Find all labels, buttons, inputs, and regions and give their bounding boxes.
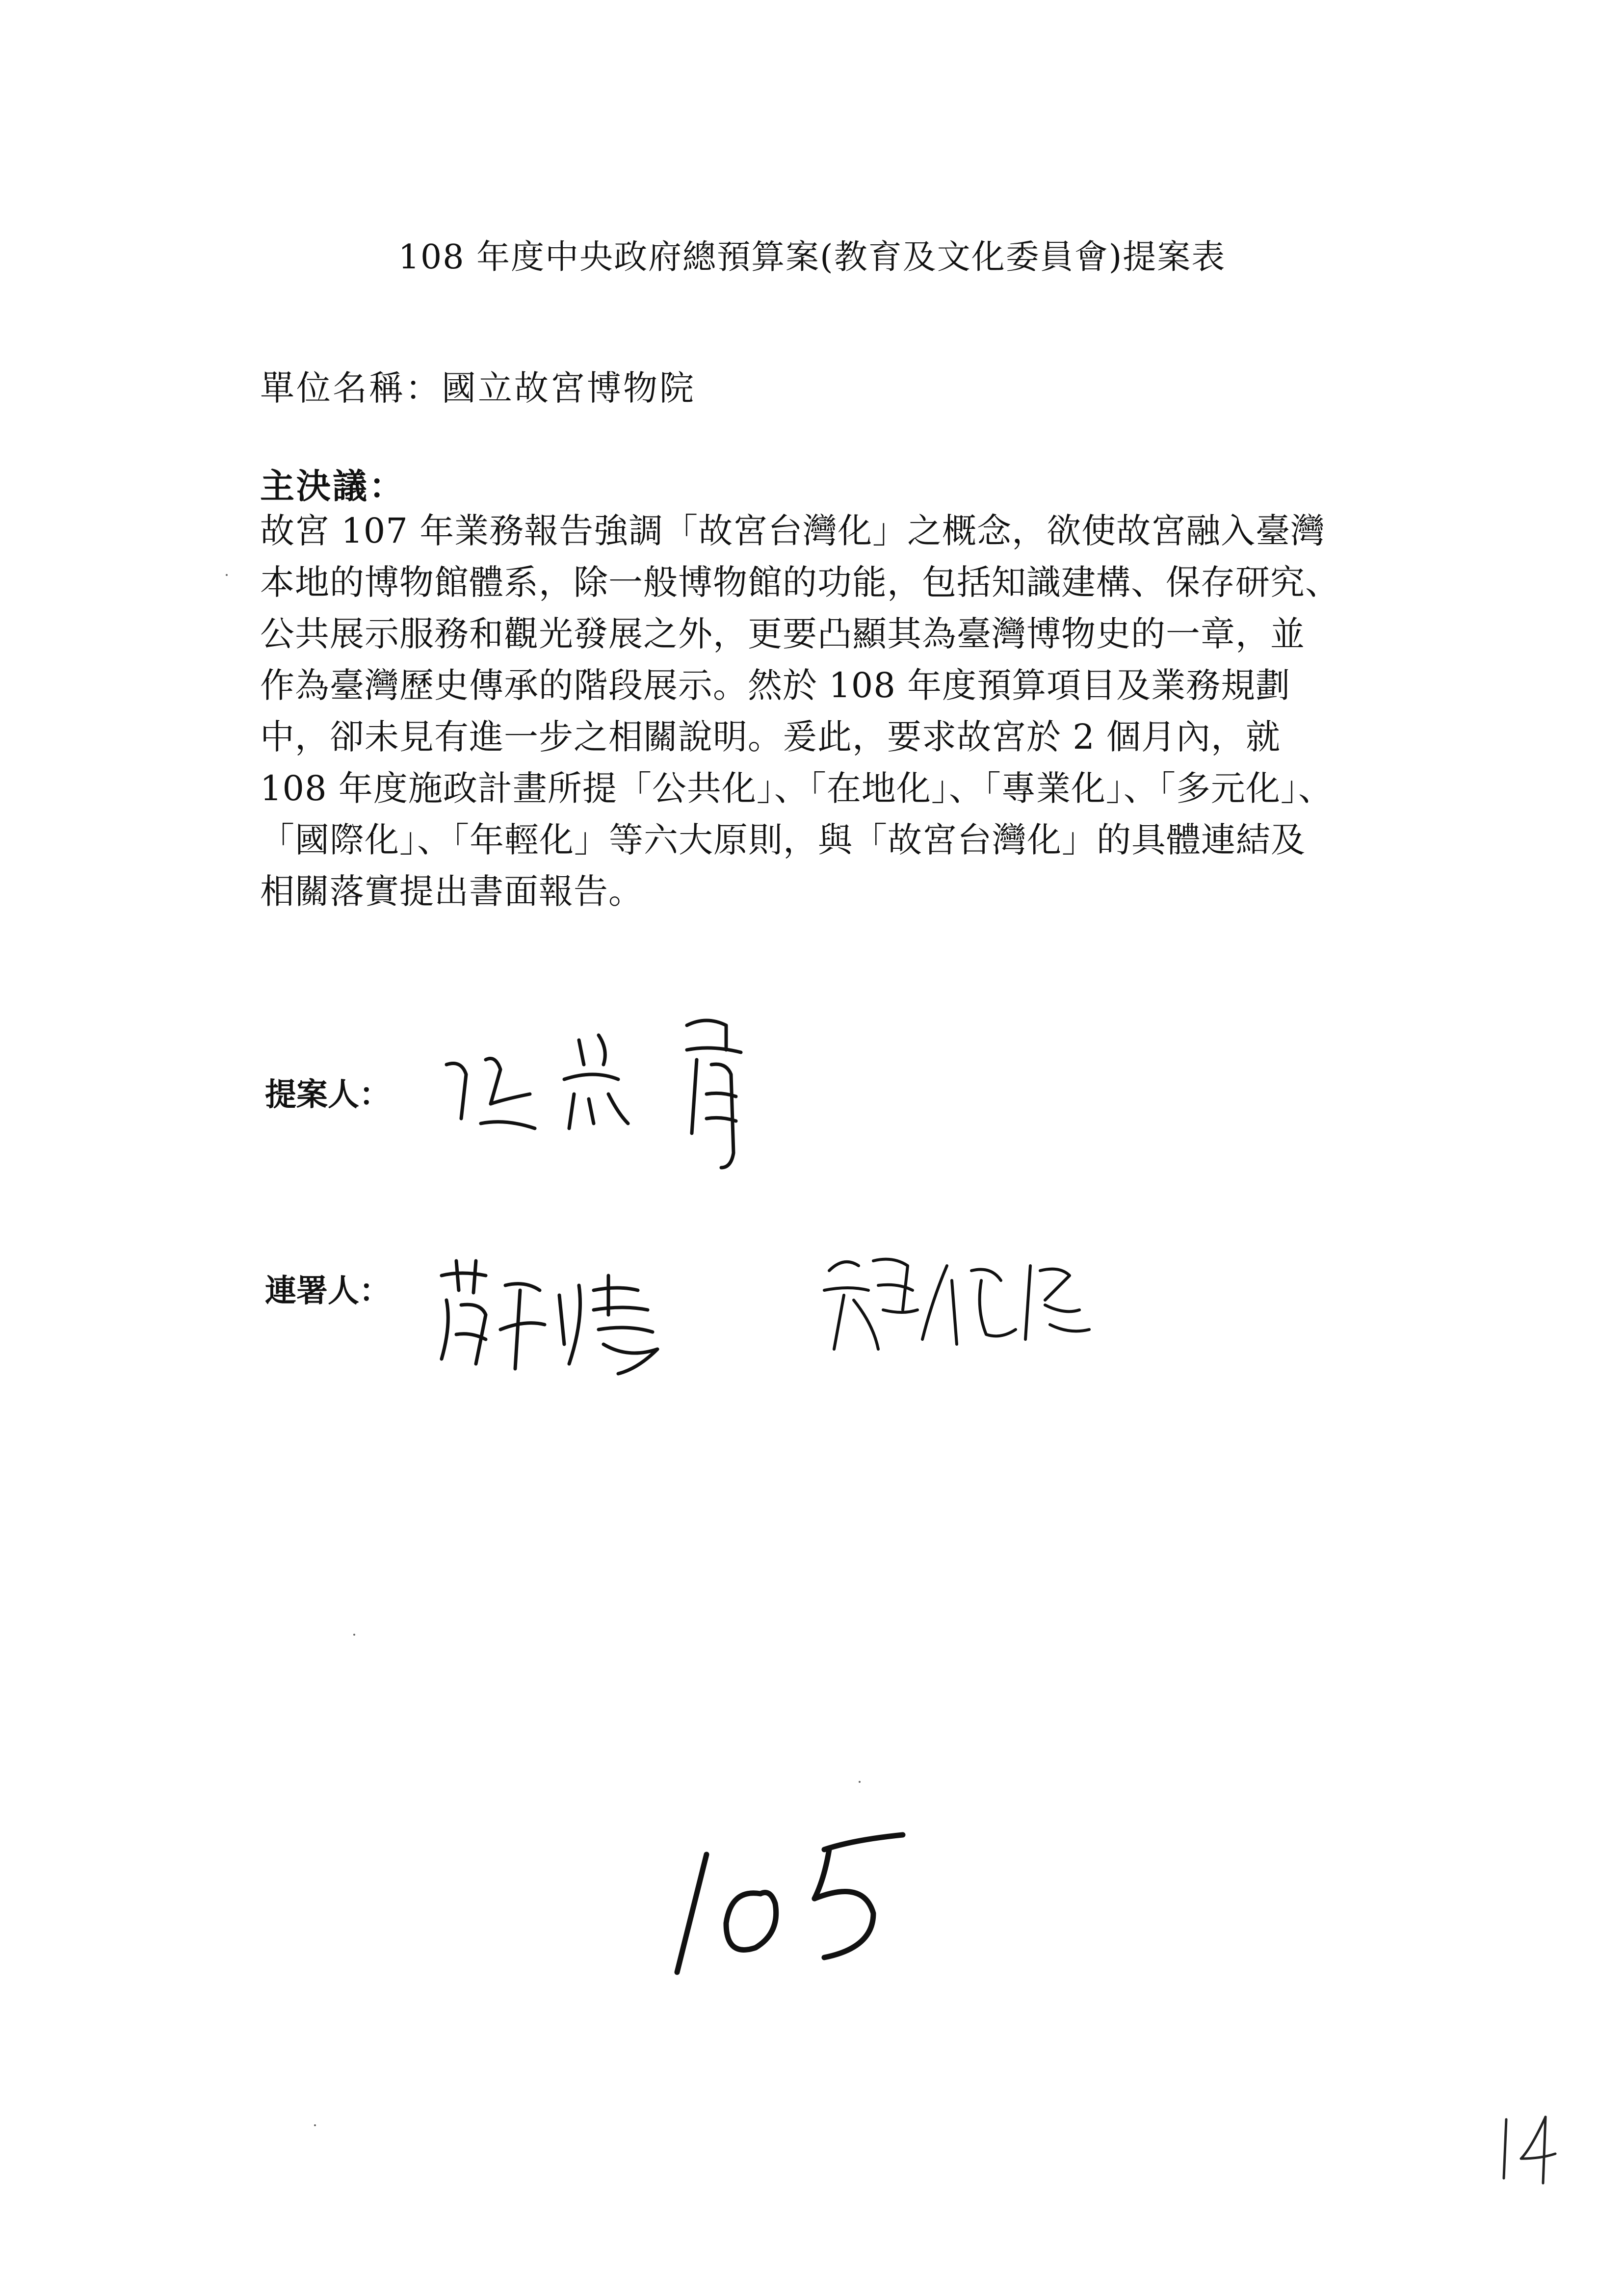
cosigner-signature-1 [422,1246,765,1393]
proposer-label: 提案人： [265,1077,391,1113]
handwritten-page-number-text: 105 [667,1815,668,1816]
proposer-signature [432,1006,824,1202]
resolution-body [260,505,1452,917]
cosigner-label: 連署人： [265,1273,391,1309]
unit-name: 單位名稱：國立故宮博物院 [260,368,696,408]
body-line: 「國際化」、「年輕化」等六大原則，與「故宮台灣化」的具體連結及 [260,820,1306,860]
corner-number [1492,2105,1570,2193]
scan-speck [226,574,228,576]
body-line: 故宮 107 年業務報告強調「故宮台灣化」之概念，欲使故宮融入臺灣 [260,511,1326,551]
scan-speck [314,2124,316,2126]
main-resolution-label: 主決議： [260,466,405,506]
body-line: 相關落實提出書面報告。 [260,871,643,912]
body-line: 作為臺灣歷史傳承的階段展示。然於 108 年度預算項目及業務規劃 [260,665,1291,705]
document-title: 108 年度中央政府總預算案(教育及文化委員會)提案表 [398,238,1226,277]
scan-speck [353,1634,355,1636]
handwritten-page-number [667,1815,971,1992]
body-line: 中，卻未見有進一步之相關說明。爰此，要求故宮於 2 個月內，就 [260,717,1281,757]
body-line: 公共展示服務和觀光發展之外，更要凸顯其為臺灣博物史的一章，並 [260,614,1305,654]
cosigner-signature-2 [805,1236,1109,1374]
body-line: 本地的博物館體系，除一般博物館的功能，包括知識建構、保存研究、 [260,562,1340,602]
scan-speck [859,1781,861,1783]
body-line: 108 年度施政計畫所提「公共化」、「在地化」、「專業化」、「多元化」、 [260,768,1333,809]
